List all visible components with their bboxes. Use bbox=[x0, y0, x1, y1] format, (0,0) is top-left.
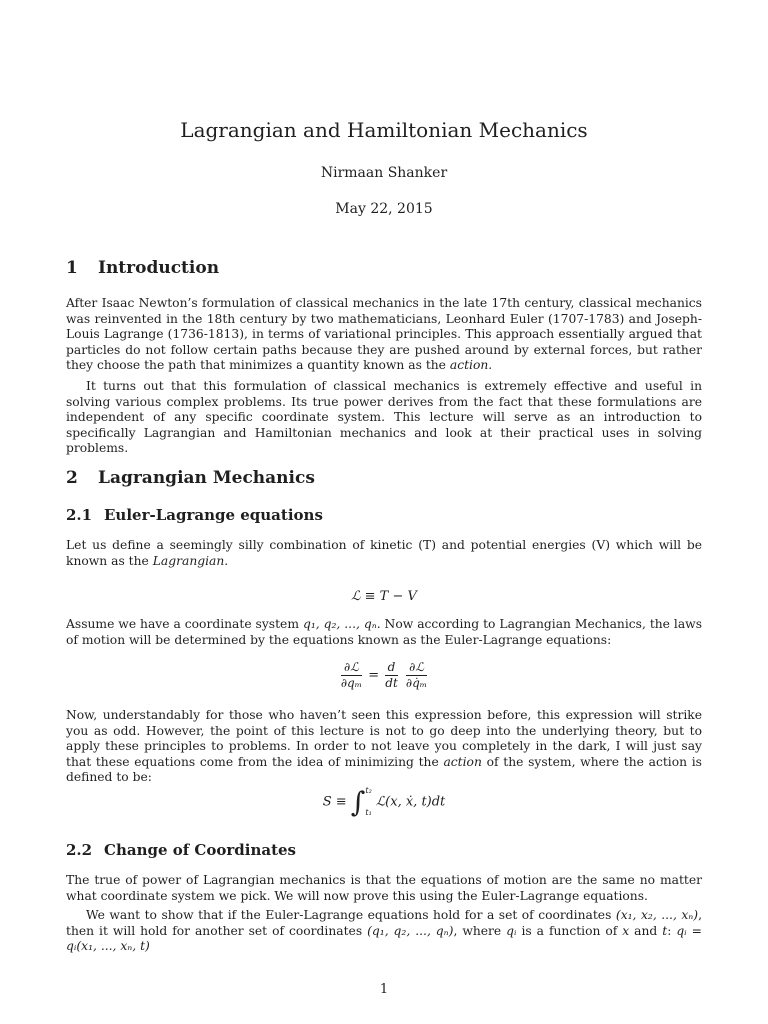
subsection-title: Change of Coordinates bbox=[104, 841, 296, 859]
emphasis-lagrangian: Lagrangian. bbox=[152, 553, 229, 568]
frac-num: d bbox=[385, 660, 398, 676]
intro-text-1: After Isaac Newton’s formulation of classical mechanics in the late 17th century, classical mechanics was reinvented in the 18th century by two mathematicians, Leonhard Euler (1707-1783) and Joseph-Louis Lagrange (1736-1813), in terms of variational principles. This approach essentially argued that particles do not follow certain paths because they are pushed around by external forces, but rather they choose the path that minimizes a quantity known as the bbox=[66, 296, 702, 373]
intro-paragraph-2: It turns out that this formulation of classical mechanics is extremely effective and useful in solving various complex problems. Its true power derives from the fact that these formulations are independent of any specific coordinate system. This lecture will serve as an introduction to specifically Lagrangian and Hamiltonian mechanics and look at their practical uses in solving problems. bbox=[66, 379, 702, 456]
cc-text-2c: , where bbox=[453, 923, 502, 938]
cc-paragraph-1: The true of power of Lagrangian mechanics is that the equations of motion are the same no matter what coordinate system we pick. We will now prove this using the Euler-Lagrange equations. bbox=[66, 873, 702, 903]
inline-math-t: t bbox=[662, 923, 668, 938]
el-text-2a: Assume we have a coordinate system bbox=[66, 617, 299, 631]
section-heading-introduction bbox=[66, 258, 219, 278]
page-number: 1 bbox=[379, 982, 389, 997]
equation-lagrangian-definition: ℒ ≡ T − V bbox=[351, 589, 417, 604]
equation-action bbox=[66, 780, 702, 824]
el-paragraph-1 bbox=[66, 538, 702, 569]
el-text-3b: of the system, where the action is defined to be: bbox=[66, 754, 702, 785]
section-heading-lagrangian-mechanics bbox=[66, 468, 315, 488]
subsection-heading-change-of-coordinates bbox=[66, 841, 296, 859]
subsection-number: 2.2 bbox=[66, 841, 93, 859]
lower-limit: t₁ bbox=[365, 808, 372, 817]
inline-math-qi: qᵢ bbox=[506, 923, 517, 938]
inline-math-x-coords: (x₁, x₂, ..., xₙ) bbox=[615, 908, 699, 922]
action-lhs: S ≡ bbox=[322, 794, 347, 810]
subsection-title: Euler-Lagrange equations bbox=[104, 506, 323, 524]
cc-text-2f: : bbox=[667, 923, 672, 938]
section-title: Lagrangian Mechanics bbox=[98, 468, 315, 488]
action-integrand: ℒ(x, ẋ, t)dt bbox=[375, 794, 446, 810]
section-number: 1 bbox=[66, 258, 78, 278]
frac-num: ∂ℒ bbox=[341, 660, 362, 676]
cc-text-2e: and bbox=[634, 923, 658, 938]
frac-den: ∂qₘ bbox=[340, 676, 363, 690]
section-title: Introduction bbox=[98, 258, 220, 278]
inline-math-x: x bbox=[622, 923, 630, 938]
integral-limits bbox=[365, 780, 371, 824]
paper-title: Lagrangian and Hamiltonian Mechanics bbox=[180, 118, 588, 142]
fraction-dl-dq bbox=[341, 660, 362, 691]
el-text-3a: Now, understandably for those who haven’t seen this expression before, this expression will strike you as odd. However, the point of this lecture is not to go deep into the underlying theory, but to apply these principles to problems. In order to not leave you completely in the dark, I will just say that these equations come from the idea of minimizing the bbox=[66, 708, 702, 769]
inline-math-qi-definition: qᵢ = qᵢ(x₁, ..., xₙ, t) bbox=[66, 923, 702, 954]
el-text-1: Let us define a seemingly silly combination of kinetic (T) and potential energies (V) which will be known as the bbox=[66, 538, 702, 568]
intro-paragraph-1 bbox=[66, 296, 702, 374]
paper-author: Nirmaan Shanker bbox=[320, 165, 448, 181]
emphasis-action: action. bbox=[449, 358, 493, 373]
section-number: 2 bbox=[66, 468, 78, 488]
frac-den: dt bbox=[385, 676, 398, 690]
equation-euler-lagrange bbox=[66, 660, 702, 691]
frac-num: ∂ℒ bbox=[406, 660, 427, 676]
el-paragraph-3 bbox=[66, 708, 702, 786]
inline-math-q-coords: q₁, q₂, ..., qₙ bbox=[302, 617, 377, 631]
el-paragraph-2 bbox=[66, 617, 702, 648]
inline-math-q-coords-paren: (q₁, q₂, ..., qₙ) bbox=[367, 923, 454, 938]
frac-den: ∂q̇ₘ bbox=[405, 676, 428, 690]
fraction-dl-dqdot bbox=[406, 660, 427, 691]
equals-sign: = bbox=[368, 668, 380, 683]
cc-text-2a: We want to show that if the Euler-Lagrange equations hold for a set of coordinates bbox=[86, 908, 612, 922]
cc-text-2d: is a function of bbox=[521, 923, 618, 938]
cc-paragraph-2 bbox=[66, 908, 702, 955]
cc-text-2b: , then it will hold for another set of coordinates bbox=[66, 908, 702, 938]
paper-date: May 22, 2015 bbox=[335, 201, 433, 217]
integral-sign: ∫ bbox=[350, 785, 366, 819]
subsection-number: 2.1 bbox=[66, 506, 93, 524]
upper-limit: t₂ bbox=[365, 786, 372, 795]
fraction-d-dt bbox=[385, 660, 398, 691]
el-text-2b: . Now according to Lagrangian Mechanics, the laws of motion will be determined by the equations known as the Euler-Lagrange equations: bbox=[66, 617, 703, 647]
emphasis-action-2: action bbox=[443, 754, 482, 769]
subsection-heading-euler-lagrange bbox=[66, 506, 323, 524]
